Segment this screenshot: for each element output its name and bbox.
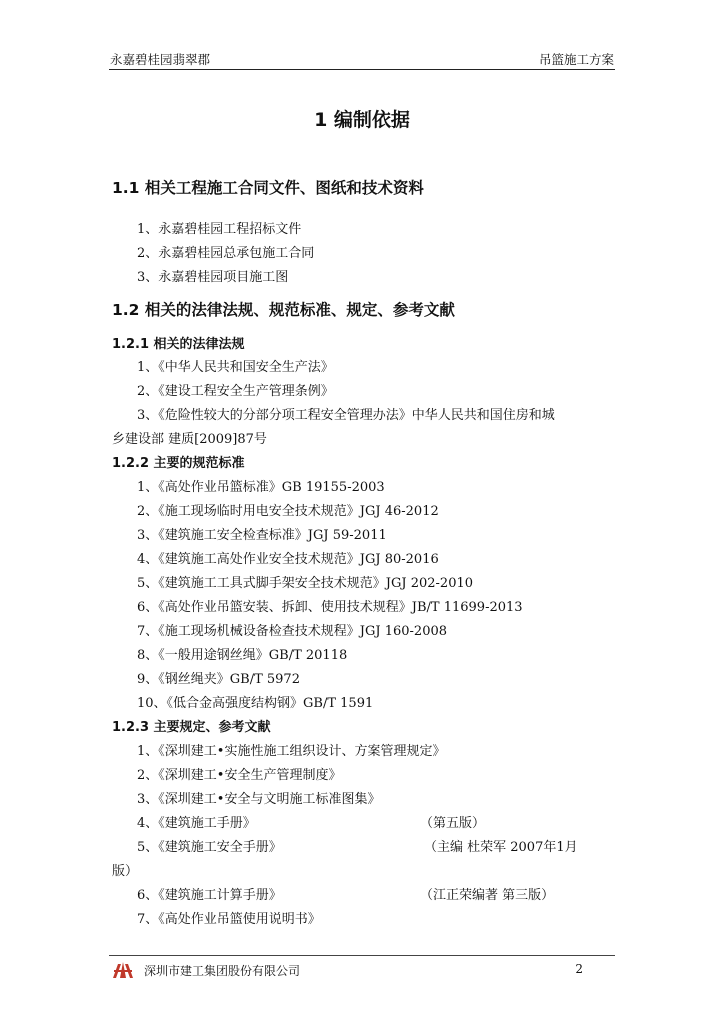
section-1-2-heading: 1.2 相关的法律法规、规范标准、规定、参考文献 (112, 301, 455, 319)
list-item: 3、《危险性较大的分部分项工程安全管理办法》中华人民共和国住房和城 (137, 408, 555, 423)
section-1-1-heading: 1.1 相关工程施工合同文件、图纸和技术资料 (112, 179, 424, 197)
page-number: 2 (575, 962, 583, 976)
chapter-title: 1 编制依据 (314, 109, 410, 131)
editor-note: （主编 杜荣军 2007年1月 (424, 840, 578, 855)
list-item: 4、《建筑施工手册》 (137, 816, 256, 831)
header-document-name: 吊篮施工方案 (538, 52, 614, 67)
list-item: 4、《建筑施工高处作业安全技术规范》JGJ 80-2016 (137, 552, 439, 567)
company-logo-icon (112, 961, 134, 979)
section-1-2-3-heading: 1.2.3 主要规定、参考文献 (112, 720, 271, 735)
list-item: 2、《施工现场临时用电安全技术规范》JGJ 46-2012 (137, 504, 439, 519)
list-item: 3、《深圳建工•安全与文明施工标准图集》 (137, 792, 381, 807)
section-1-2-1-heading: 1.2.1 相关的法律法规 (112, 337, 245, 352)
footer-company-name: 深圳市建工集团股份有限公司 (144, 964, 301, 978)
list-item: 3、永嘉碧桂园项目施工图 (137, 270, 289, 285)
list-item: 2、《深圳建工•安全生产管理制度》 (137, 768, 342, 783)
list-item: 1、《中华人民共和国安全生产法》 (137, 360, 334, 375)
editor-note-continuation: 版） (112, 864, 139, 879)
list-item: 9、《钢丝绳夹》GB/T 5972 (137, 672, 300, 687)
section-1-2-2-heading: 1.2.2 主要的规范标准 (112, 456, 245, 471)
list-item: 2、永嘉碧桂园总承包施工合同 (137, 246, 315, 261)
list-item: 5、《建筑施工安全手册》 (137, 840, 282, 855)
footer-rule (109, 955, 615, 956)
edition-note: （第五版） (420, 816, 486, 831)
list-item: 2、《建设工程安全生产管理条例》 (137, 384, 334, 399)
list-item: 8、《一般用途钢丝绳》GB/T 20118 (137, 648, 348, 663)
list-item: 6、《高处作业吊篮安装、拆卸、使用技术规程》JB/T 11699-2013 (137, 600, 523, 615)
list-item: 1、《深圳建工•实施性施工组织设计、方案管理规定》 (137, 744, 446, 759)
list-item: 6、《建筑施工计算手册》 (137, 888, 282, 903)
list-item: 7、《施工现场机械设备检查技术规程》JGJ 160-2008 (137, 624, 448, 639)
list-item: 7、《高处作业吊篮使用说明书》 (137, 912, 321, 927)
header-rule (109, 69, 615, 70)
header-project-name: 永嘉碧桂园翡翠郡 (110, 52, 211, 67)
list-item: 1、《高处作业吊篮标准》GB 19155-2003 (137, 480, 385, 495)
list-item: 10、《低合金高强度结构钢》GB/T 1591 (137, 696, 374, 711)
list-item-continuation: 乡建设部 建质[2009]87号 (112, 432, 267, 447)
list-item: 1、永嘉碧桂园工程招标文件 (137, 222, 302, 237)
list-item: 3、《建筑施工安全检查标准》JGJ 59-2011 (137, 528, 387, 543)
author-note: （江正荣编著 第三版） (420, 888, 555, 903)
list-item: 5、《建筑施工工具式脚手架安全技术规范》JGJ 202-2010 (137, 576, 474, 591)
